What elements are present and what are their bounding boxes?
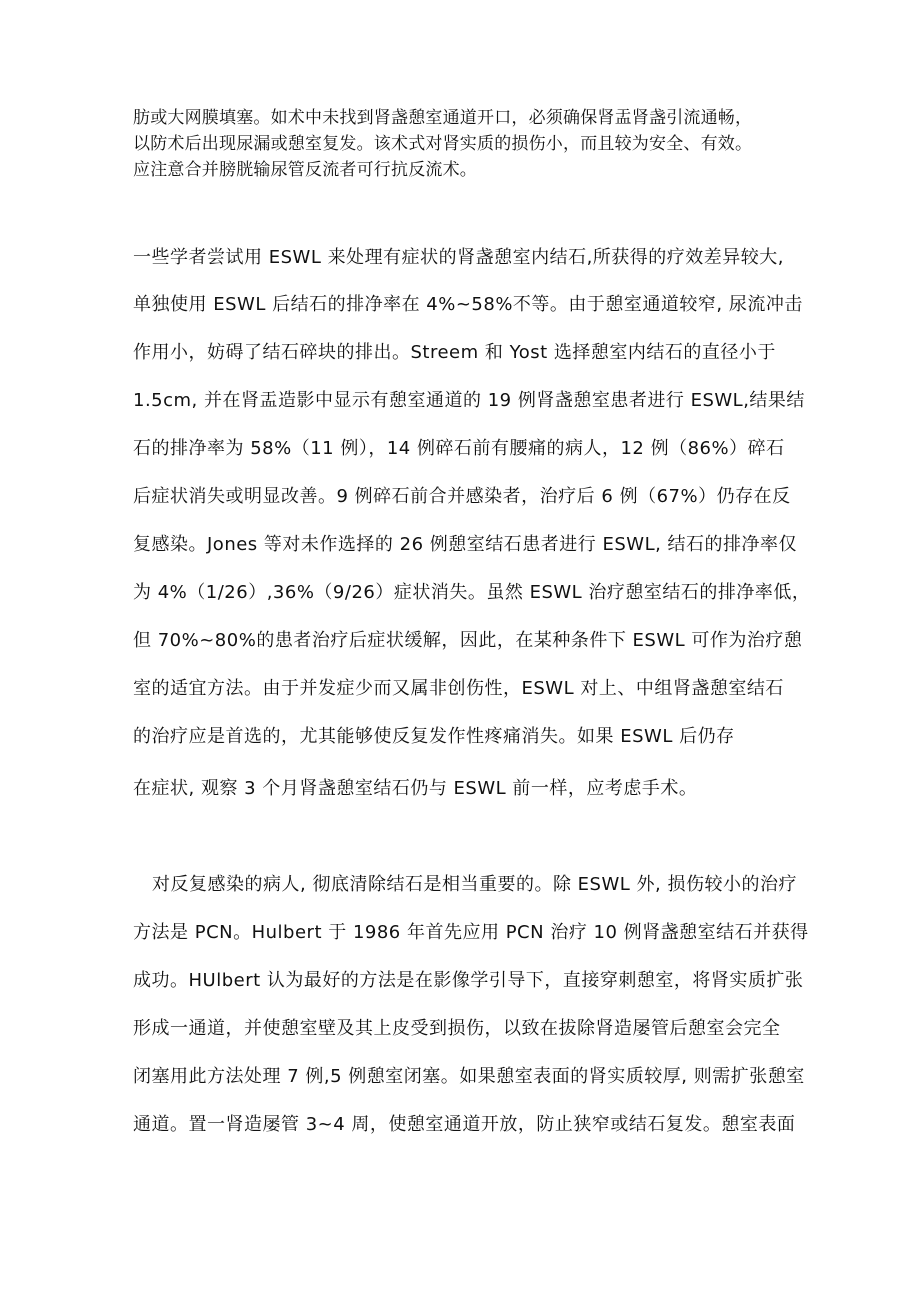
text-line: 应注意合并膀胱输尿管反流者可行抗反流术。 xyxy=(133,160,477,180)
text-line: 复感染。Jones 等对未作选择的 26 例憩室结石患者进行 ESWL, 结石的排净率仅 xyxy=(133,534,798,555)
text-line: 形成一通道，并使憩室壁及其上皮受到损伤，以致在拔除肾造屡管后憩室会完全 xyxy=(133,1018,781,1039)
text-line: 成功。HUlbert 认为最好的方法是在影像学引导下，直接穿刺憩室，将肾实质扩张 xyxy=(133,970,804,991)
text-line: 的治疗应是首选的，尤其能够使反复发作性疼痛消失。如果 ESWL 后仍存 xyxy=(133,726,735,747)
text-line: 为 4%（1/26）,36%（9/26）症状消失。虽然 ESWL 治疗憩室结石的排净率低， xyxy=(133,582,811,603)
text-line: 方法是 PCN。Hulbert 于 1986 年首先应用 PCN 治疗 10 例肾盏憩室结石并获得 xyxy=(133,922,809,943)
text-line: 室的适宜方法。由于并发症少而又属非创伤性，ESWL 对上、中组肾盏憩室结石 xyxy=(133,678,784,699)
text-line: 肪或大网膜填塞。如术中未找到肾盏憩室通道开口，必须确保肾盂肾盏引流通畅， xyxy=(133,108,753,128)
text-line: 闭塞用此方法处理 7 例,5 例憩室闭塞。如果憩室表面的肾实质较厚, 则需扩张憩室 xyxy=(133,1066,805,1087)
text-line: 石的排净率为 58%（11 例），14 例碎石前有腰痛的病人，12 例（86%）碎石 xyxy=(133,438,785,459)
text-line: 在症状, 观察 3 个月肾盏憩室结石仍与 ESWL 前一样，应考虑手术。 xyxy=(133,778,698,799)
text-line: 一些学者尝试用 ESWL 来处理有症状的肾盏憩室内结石,所获得的疗效差异较大, xyxy=(133,247,785,268)
text-line: 单独使用 ESWL 后结石的排净率在 4%~58%不等。由于憩室通道较窄, 尿流冲击 xyxy=(133,294,803,315)
text-line: 但 70%~80%的患者治疗后症状缓解，因此，在某种条件下 ESWL 可作为治疗憩 xyxy=(133,630,803,651)
text-line: 后症状消失或明显改善。9 例碎石前合并感染者，治疗后 6 例（67%）仍存在反 xyxy=(133,486,791,507)
text-line: 以防术后出现尿漏或憩室复发。该术式对肾实质的损伤小，而且较为安全、有效。 xyxy=(133,134,753,154)
text-line: 对反复感染的病人, 彻底清除结石是相当重要的。除 ESWL 外, 损伤较小的治疗 xyxy=(152,874,797,895)
text-line: 通道。置一肾造屡管 3~4 周，使憩室通道开放，防止狭窄或结石复发。憩室表面 xyxy=(133,1114,796,1135)
text-line: 1.5cm, 并在肾盂造影中显示有憩室通道的 19 例肾盏憩室患者进行 ESWL,结果结 xyxy=(133,390,805,411)
text-line: 作用小，妨碍了结石碎块的排出。Streem 和 Yost 选择憩室内结石的直径小于 xyxy=(133,342,776,363)
